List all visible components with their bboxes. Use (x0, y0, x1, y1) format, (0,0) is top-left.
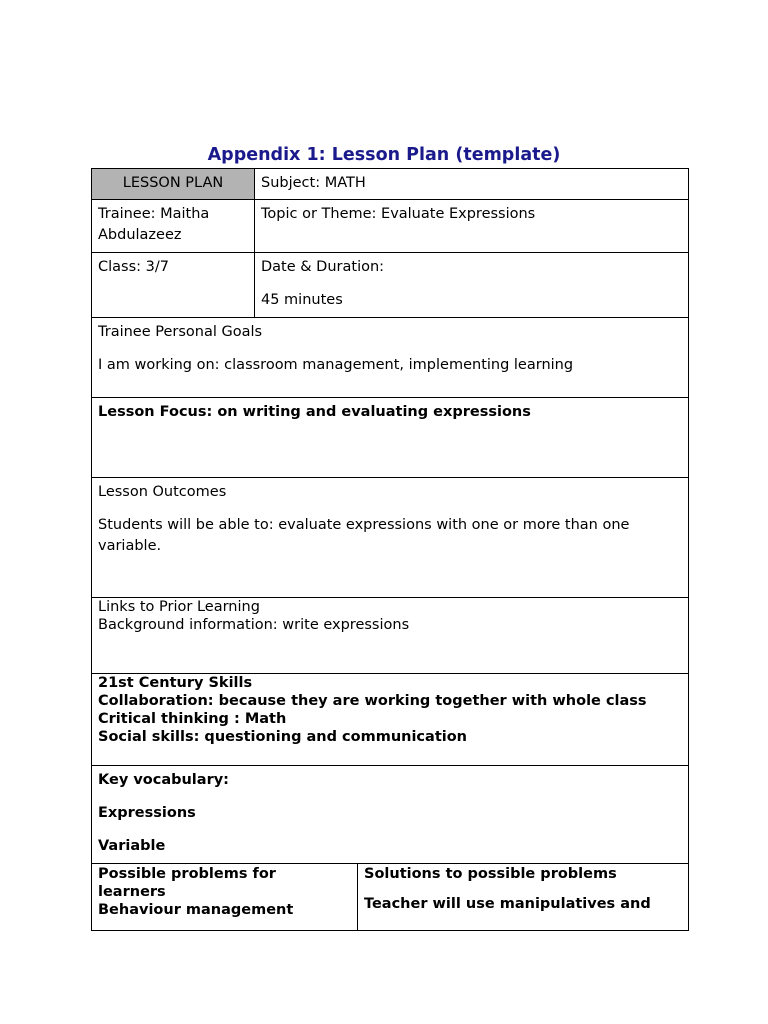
skills-line-3: Social skills: questioning and communication (98, 729, 467, 745)
class-cell (91, 252, 255, 318)
trainee-cell (91, 199, 255, 253)
lesson-plan-label: LESSON PLAN (122, 175, 224, 191)
vocabulary-cell (91, 765, 689, 864)
lesson-focus-title: Lesson Focus: on writing and evaluating expressions (98, 404, 531, 420)
trainee-line-1: Trainee: Maitha (98, 206, 210, 222)
solutions-title: Solutions to possible problems (364, 866, 617, 882)
class-text: Class: 3/7 (98, 259, 169, 275)
skills-cell (91, 673, 689, 766)
problems-item: Behaviour management (98, 902, 294, 918)
problems-cell (91, 863, 358, 931)
lesson-outcomes-title: Lesson Outcomes (98, 484, 227, 500)
trainee-line-2: Abdulazeez (98, 227, 182, 243)
vocabulary-word-1: Expressions (98, 805, 196, 821)
personal-goals-title: Trainee Personal Goals (98, 324, 263, 340)
skills-line-2: Critical thinking : Math (98, 711, 287, 727)
lesson-plan-label-cell (91, 168, 255, 200)
lesson-outcomes-line-2: variable. (98, 538, 162, 554)
duration-text: 45 minutes (261, 292, 343, 308)
date-duration-cell (254, 252, 689, 318)
personal-goals-text: I am working on: classroom management, implementing learning (98, 357, 574, 373)
topic-cell (254, 199, 689, 253)
skills-title: 21st Century Skills (98, 675, 253, 691)
prior-learning-cell (91, 597, 689, 674)
solutions-cell (357, 863, 689, 931)
page-title: Appendix 1: Lesson Plan (template) (207, 145, 561, 165)
prior-learning-title: Links to Prior Learning (98, 599, 260, 615)
subject-cell (254, 168, 689, 200)
personal-goals-cell (91, 317, 689, 398)
skills-line-1: Collaboration: because they are working together with whole class (98, 693, 647, 709)
topic-text: Topic or Theme: Evaluate Expressions (261, 206, 536, 222)
problems-title-line-1: Possible problems for (98, 866, 276, 882)
vocabulary-title: Key vocabulary: (98, 772, 229, 788)
prior-learning-text: Background information: write expressions (98, 617, 410, 633)
solutions-text: Teacher will use manipulatives and (364, 896, 651, 912)
subject-text: Subject: MATH (261, 175, 366, 191)
problems-title-line-2: learners (98, 884, 166, 900)
lesson-outcomes-line-1: Students will be able to: evaluate expressions with one or more than one (98, 517, 630, 533)
date-duration-label: Date & Duration: (261, 259, 385, 275)
vocabulary-word-2: Variable (98, 838, 166, 854)
lesson-outcomes-cell (91, 477, 689, 598)
lesson-focus-cell (91, 397, 689, 478)
